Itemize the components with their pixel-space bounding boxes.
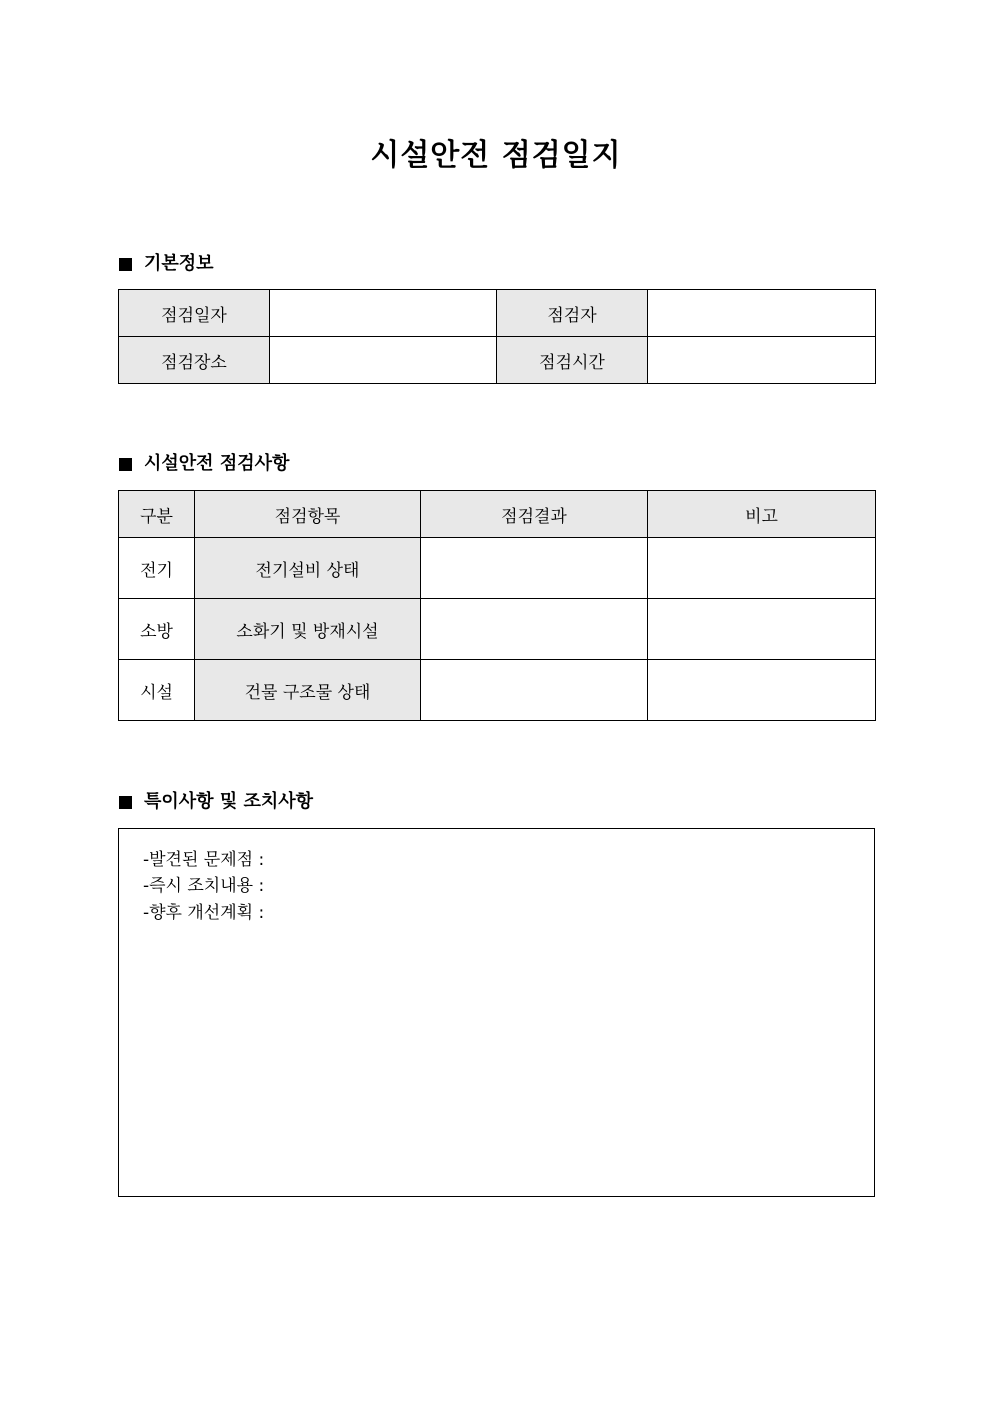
remarks-line-issues-found: -발견된 문제점 : — [143, 850, 265, 870]
remarks-line-immediate-action: -즉시 조치내용 : — [143, 876, 265, 896]
black-square-icon — [119, 458, 132, 471]
inspection-time-field[interactable] — [648, 337, 876, 384]
section-heading-basic-info — [119, 252, 214, 276]
table-row — [119, 337, 876, 384]
remarks-textarea[interactable] — [118, 828, 875, 1197]
category-cell: 전기 — [119, 538, 195, 599]
inspection-location-label: 점검장소 — [119, 337, 270, 384]
column-header-category: 구분 — [119, 491, 195, 538]
inspection-time-label: 점검시간 — [497, 337, 648, 384]
remarks-line-improvement-plan: -향후 개선계획 : — [143, 903, 265, 923]
result-field[interactable] — [421, 660, 648, 721]
inspection-date-label: 점검일자 — [119, 290, 270, 337]
column-header-note: 비고 — [648, 491, 876, 538]
black-square-icon — [119, 258, 132, 271]
table-row — [119, 660, 876, 721]
page-title: 시설안전 점검일지 — [370, 138, 622, 173]
result-field[interactable] — [421, 599, 648, 660]
inspector-label: 점검자 — [497, 290, 648, 337]
note-field[interactable] — [648, 538, 876, 599]
category-cell: 소방 — [119, 599, 195, 660]
section-heading-label: 기본정보 — [144, 253, 214, 274]
black-square-icon — [119, 796, 132, 809]
table-header-row — [119, 491, 876, 538]
category-cell: 시설 — [119, 660, 195, 721]
section-heading-label: 특이사항 및 조치사항 — [144, 791, 314, 812]
section-heading-inspection — [119, 452, 289, 476]
inspector-field[interactable] — [648, 290, 876, 337]
basic-info-table — [118, 289, 876, 384]
item-cell: 전기설비 상태 — [195, 538, 421, 599]
inspection-table — [118, 490, 876, 721]
inspection-location-field[interactable] — [270, 337, 497, 384]
table-row — [119, 290, 876, 337]
inspection-date-field[interactable] — [270, 290, 497, 337]
table-row — [119, 538, 876, 599]
note-field[interactable] — [648, 660, 876, 721]
table-row — [119, 599, 876, 660]
column-header-item: 점검항목 — [195, 491, 421, 538]
result-field[interactable] — [421, 538, 648, 599]
column-header-result: 점검결과 — [421, 491, 648, 538]
note-field[interactable] — [648, 599, 876, 660]
item-cell: 소화기 및 방재시설 — [195, 599, 421, 660]
item-cell: 건물 구조물 상태 — [195, 660, 421, 721]
section-heading-label: 시설안전 점검사항 — [144, 453, 290, 474]
section-heading-remarks — [119, 790, 313, 814]
